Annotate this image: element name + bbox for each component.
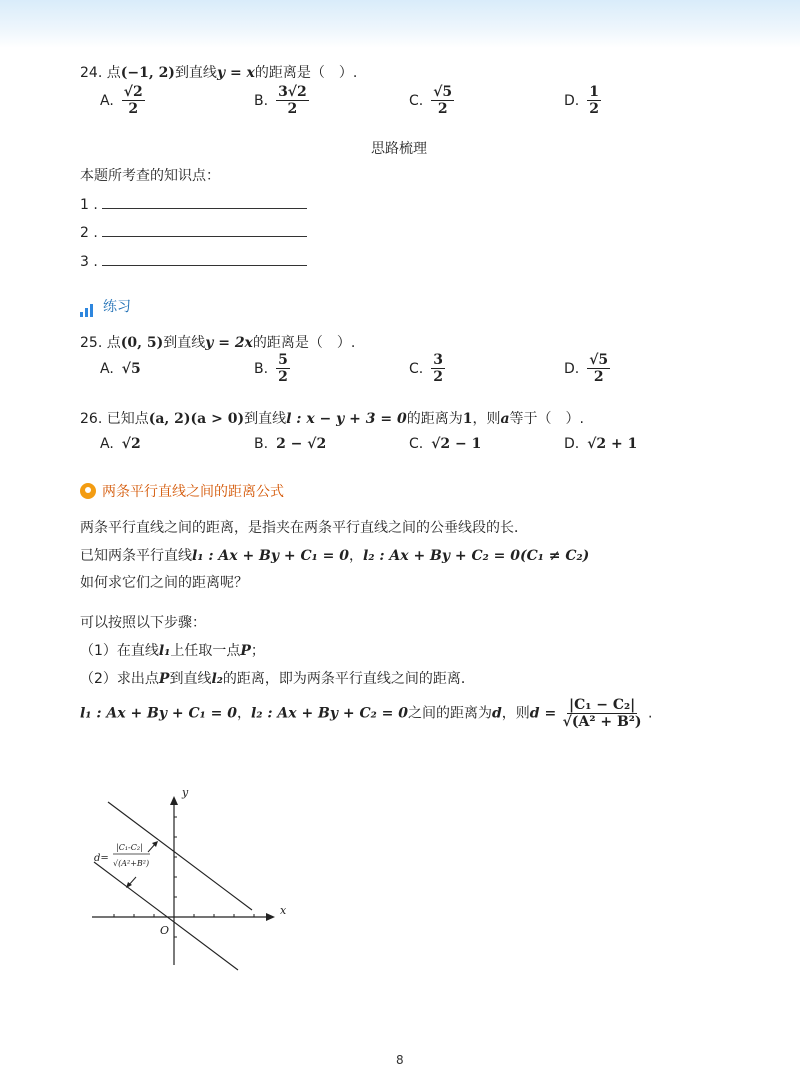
text: 上任取一点 [170,643,241,659]
question-25-stem [80,332,355,352]
option-value: 2 − √2 [276,436,327,452]
y-axis-arrow [170,796,178,805]
option-b [254,436,326,452]
option-a [100,436,141,452]
question-26-stem [80,408,584,428]
stem-text: 已知点 [106,411,149,427]
option-label: B. [254,92,269,109]
text: 已知两条平行直线 [80,548,192,564]
stem-text: 到直线 [174,65,217,81]
stem-text: 的距离是（ ）. [254,65,358,81]
text: ， [237,705,251,722]
question-24-stem [80,62,357,82]
stem-text: 到直线 [244,411,287,427]
paragraph-3: 如何求它们之间的距离呢？ [80,575,248,591]
math-line-l2: l₂ : Ax + By + C₂ = 0(C₁ ≠ C₂) [363,548,590,564]
math-line: y = x [216,65,255,81]
math-var: d [492,705,502,722]
fraction [276,84,309,117]
lightbulb-icon [80,483,96,499]
denominator: 2 [433,369,443,386]
math-var: l₂ [211,671,223,687]
answer-blank[interactable] [102,222,307,237]
practice-title: 练习 [103,299,131,315]
stem-text: 的距离为 [406,411,463,427]
practice-header [80,296,131,317]
numerator: √5 [589,352,609,368]
parallel-lines-figure [80,780,300,975]
option-c [409,436,481,452]
option-d [564,84,601,117]
denominator: 2 [589,101,599,118]
option-value: √5 [121,361,141,377]
blank-number: 2 . [80,225,98,241]
fraction [431,84,454,117]
line-l1 [108,802,252,910]
denominator: 2 [437,101,448,118]
denominator: 2 [287,101,298,118]
math-line: l : x − y + 3 = 0 [286,411,407,427]
math-var: l₁ [158,643,171,659]
option-label: C. [409,360,424,377]
question-number: 25. [80,335,103,351]
numerator: 3 [433,352,443,368]
formula-title: 两条平行直线之间的距离公式 [102,484,284,500]
math-point: (a, 2)(a > 0) [148,411,245,427]
y-axis-label: y [182,786,189,799]
text: （2）求出点 [80,671,159,687]
text: （1）在直线 [80,643,159,659]
math-var: a [500,411,510,427]
question-number: 24. [80,65,103,81]
math-line-l1: l₁ : Ax + By + C₁ = 0 [192,548,349,564]
step-1 [80,640,265,660]
d-denominator: √(A²+B²) [113,859,150,868]
numerator: √5 [433,84,453,100]
fraction [122,84,145,117]
answer-blank[interactable] [102,251,307,266]
fraction [431,352,445,385]
denominator: 2 [128,101,139,118]
stem-text: 等于（ ）. [509,411,584,427]
option-a [100,361,141,377]
math-point: (0, 5) [120,335,164,351]
fraction [587,352,610,385]
stem-text: 点 [106,335,121,351]
blank-number: 1 . [80,197,98,213]
option-d [564,352,610,385]
stem-text: ，则 [472,411,501,427]
line-l2 [94,862,238,970]
blank-line-2 [80,222,307,241]
math-line-l2: l₂ : Ax + By + C₂ = 0 [251,705,408,722]
step-2 [80,668,475,688]
text: 之间的距离为 [408,705,492,722]
text: ， [349,548,363,564]
text: . [648,705,653,722]
option-value: √2 + 1 [587,436,638,452]
final-formula [80,697,652,730]
numerator: 1 [589,84,599,100]
stem-text: 的距离是（ ）. [252,335,356,351]
math-var: P [158,671,170,687]
paragraph-4: 可以按照以下步骤： [80,615,206,631]
paragraph-2 [80,545,589,565]
option-value: √2 − 1 [431,436,482,452]
x-axis-label: x [280,904,287,917]
numerator: 5 [278,352,288,368]
blank-line-3 [80,251,307,270]
d-numerator: |C₁-C₂| [116,843,143,852]
option-label: B. [254,360,269,377]
math-value: 1 [462,411,473,427]
thinking-title: 思路梳理 [371,141,427,157]
option-d [564,436,637,452]
option-label: C. [409,92,424,109]
blank-number: 3 . [80,254,98,270]
option-label: B. [254,436,269,452]
question-number: 26. [80,411,103,427]
page-number: 8 [396,1053,404,1067]
thinking-intro: 本题所考查的知识点： [80,168,220,184]
math-line-l1: l₁ : Ax + By + C₁ = 0 [80,705,237,722]
option-c [409,84,454,117]
stem-text: 到直线 [163,335,206,351]
d-label: d= [94,853,109,864]
axis-ticks [114,817,254,937]
math-line: y = 2x [205,335,253,351]
x-axis-arrow [266,913,275,921]
paragraph-1: 两条平行直线之间的距离，是指夹在两条平行直线之间的公垂线段的长． [80,520,528,536]
option-label: A. [100,92,114,109]
denominator: √(A² + B²) [562,714,642,731]
formula-header [80,481,284,501]
option-b [254,352,290,385]
denominator: 2 [593,369,604,386]
text: ； [250,643,265,659]
option-label: C. [409,436,424,452]
header-band [0,0,800,48]
stem-text: 点 [106,65,121,81]
option-value: √2 [121,436,141,452]
option-label: A. [100,436,114,452]
numerator: 3√2 [278,84,307,100]
fraction [587,84,601,117]
origin-label: O [160,924,170,937]
option-a [100,84,145,117]
bar-chart-icon [80,301,95,317]
numerator: √2 [123,84,143,100]
math-point: (−1, 2) [120,65,175,81]
math-var: d = [529,705,557,722]
text: ，则 [501,705,530,722]
option-label: D. [564,436,580,452]
answer-blank[interactable] [102,194,307,209]
text: 的距离，即为两条平行直线之间的距离． [222,671,475,687]
math-var: P [240,643,251,659]
numerator: |C₁ − C₂| [568,697,636,713]
option-b [254,84,309,117]
option-c [409,352,445,385]
option-label: D. [564,360,580,377]
distance-fraction [561,697,644,730]
fraction [276,352,290,385]
blank-line-1 [80,194,307,213]
option-label: A. [100,361,114,377]
denominator: 2 [278,369,288,386]
text: 到直线 [169,671,212,687]
option-label: D. [564,92,580,109]
